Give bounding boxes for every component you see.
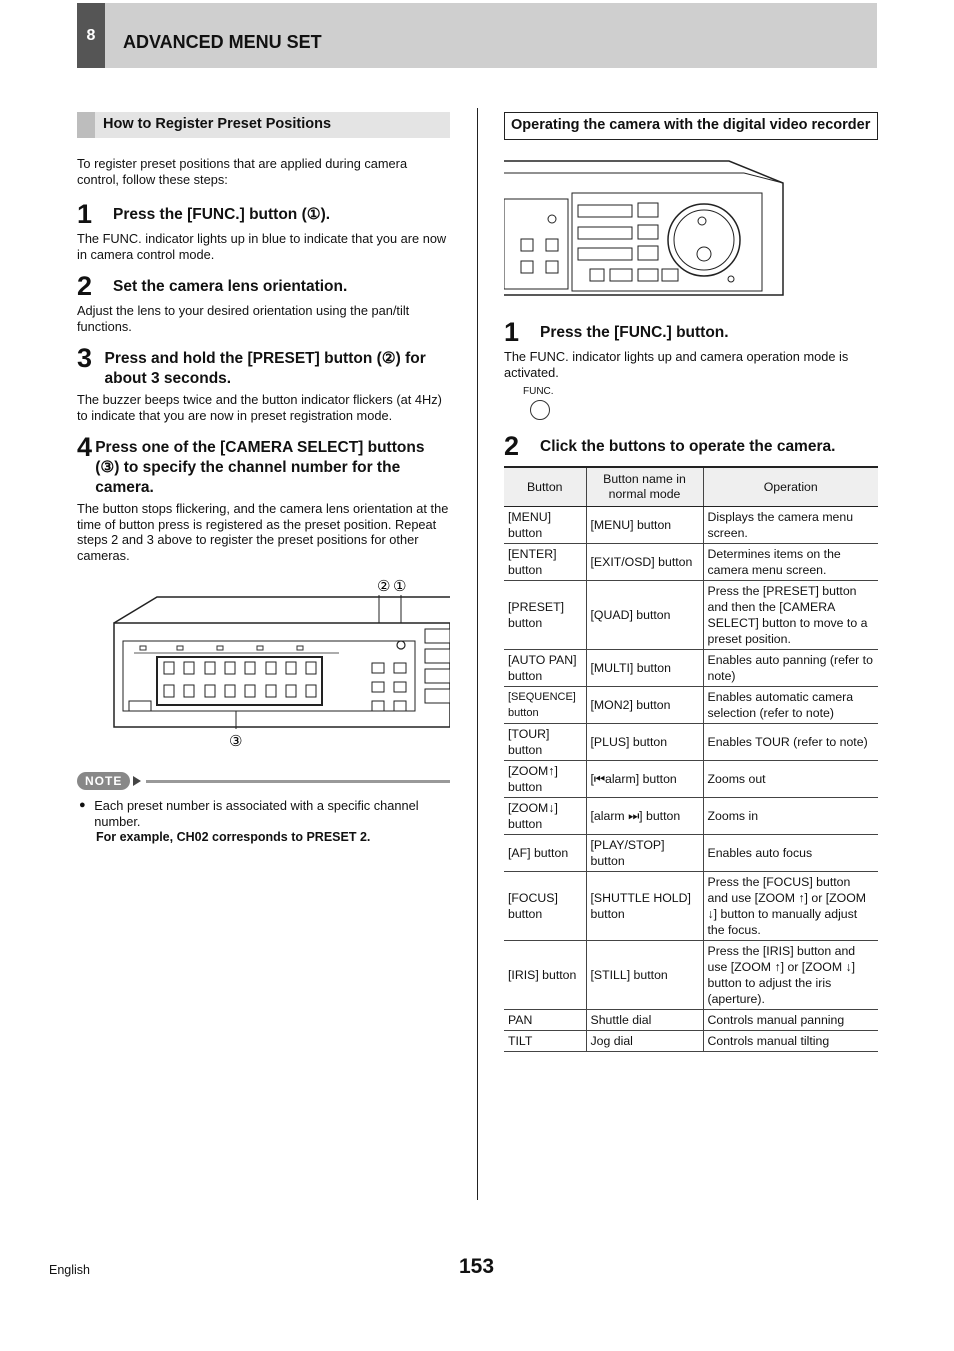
cell-normal-name: [QUAD] button [586,581,703,650]
cell-button: [ENTER] button [504,544,586,581]
cell-normal-name: Jog dial [586,1031,703,1052]
step-body: The FUNC. indicator lights up in blue to indicate that you are now in camera control mode. [77,231,447,262]
column-divider [477,108,478,1200]
cell-button: [MENU] button [504,507,586,544]
right-step-1 [504,318,878,346]
header-button: Button [504,467,586,507]
chapter-header [77,3,877,68]
table-row [504,687,878,724]
step-number: 2 [504,431,520,461]
cell-button: [PRESET] button [504,581,586,650]
cell-normal-name: [MENU] button [586,507,703,544]
cell-button: [AF] button [504,835,586,872]
cell-button: [FOCUS] button [504,872,586,941]
cell-operation: Enables auto panning (refer to note) [703,650,878,687]
note-example: For example, CH02 corresponds to PRESET 2. [96,830,371,844]
step-body: The buzzer beeps twice and the button indicator flickers (at 4Hz) to indicate that you are now in preset registration mode. [77,392,442,423]
step-title: Press and hold the [PRESET] button (②) for about 3 seconds. [104,350,426,387]
callout-1: ① [393,577,407,595]
bullet-icon: ● [79,799,86,811]
cell-button: [ZOOM↓] button [504,798,586,835]
cell-button: [AUTO PAN] button [504,650,586,687]
header-operation: Operation [703,467,878,507]
cell-operation: Displays the camera menu screen. [703,507,878,544]
table-row [504,724,878,761]
cell-normal-name: [alarm ⏭] button [586,798,703,835]
table-row [504,835,878,872]
step-1 [77,200,450,228]
cell-operation: Enables auto focus [703,835,878,872]
cell-normal-name: [PLUS] button [586,724,703,761]
step-body: The button stops flickering, and the camera lens orientation at the time of button press is registered as the preset position. Repeat steps 2 and 3 above to register the preset positions for other cameras. [77,501,449,563]
cell-operation: Press the [FOCUS] button and use [ZOOM ↑] or [ZOOM ↓] button to manually adjust the focus. [703,872,878,941]
step-2 [77,272,450,300]
cell-operation: Determines items on the camera menu screen. [703,544,878,581]
step-title: Set the camera lens orientation. [113,278,348,295]
step-3 [77,344,450,389]
table-row [504,650,878,687]
cell-operation: Controls manual tilting [703,1031,878,1052]
camera-operation-table [504,466,878,1052]
step-title: Press the [FUNC.] button (①). [113,206,331,223]
step-body: Adjust the lens to your desired orientation using the pan/tilt functions. [77,303,410,334]
table-row [504,872,878,941]
left-column [77,112,450,846]
cell-operation: Zooms in [703,798,878,835]
footer-language: English [49,1263,90,1277]
step-title: Press the [FUNC.] button. [540,324,729,341]
table-row [504,544,878,581]
right-step-2 [504,432,878,460]
table-row [504,941,878,1010]
func-indicator-label: FUNC. [523,386,554,397]
chapter-title: ADVANCED MENU SET [123,32,322,52]
table-row [504,761,878,798]
callout-3: ③ [229,732,243,750]
intro-text: To register preset positions that are applied during camera control, follow these steps: [77,156,408,187]
recorder-control-panel-figure [504,157,794,299]
cell-button: [SEQUENCE] button [504,687,586,724]
cell-normal-name: [PLAY/STOP] button [586,835,703,872]
table-row [504,581,878,650]
header-normal-name: Button name in normal mode [586,467,703,507]
table-row [504,507,878,544]
step-title: Click the buttons to operate the camera. [540,438,836,455]
note-item [77,798,450,829]
step-number: 4 [77,432,93,462]
chapter-number: 8 [77,3,105,68]
table-row [504,1031,878,1052]
step-title: Press one of the [CAMERA SELECT] buttons (③) to specify the channel number for the camera. [95,439,425,496]
cell-normal-name: [EXIT/OSD] button [586,544,703,581]
cell-button: TILT [504,1031,586,1052]
note-arrow-icon [133,776,141,786]
note-badge: NOTE [77,772,130,790]
step-number: 2 [77,271,93,301]
step-4 [77,433,450,498]
step-number: 3 [77,343,93,373]
cell-normal-name: [SHUTTLE HOLD] button [586,872,703,941]
cell-normal-name: Shuttle dial [586,1010,703,1031]
cell-normal-name: [MULTI] button [586,650,703,687]
callout-2: ② [377,577,391,595]
cell-button: [TOUR] button [504,724,586,761]
table-header-row [504,467,878,507]
cell-operation: Enables TOUR (refer to note) [703,724,878,761]
section-title-preset: How to Register Preset Positions [77,112,450,138]
cell-button: PAN [504,1010,586,1031]
recorder-front-panel-figure [77,569,450,759]
page-number: 153 [459,1255,495,1278]
cell-operation: Press the [IRIS] button and use [ZOOM ↑] or [ZOOM ↓] button to adjust the iris (aperture). [703,941,878,1010]
cell-normal-name: [⏮alarm] button [586,761,703,798]
func-indicator-icon [530,400,550,420]
cell-operation: Zooms out [703,761,878,798]
cell-normal-name: [MON2] button [586,687,703,724]
section-title-operating: Operating the camera with the digital video recorder [504,112,878,140]
cell-normal-name: [STILL] button [586,941,703,1010]
cell-operation: Press the [PRESET] button and then the [CAMERA SELECT] button to move to a preset position. [703,581,878,650]
cell-operation: Controls manual panning [703,1010,878,1031]
right-column [504,112,878,1052]
note-header [77,772,450,790]
table-row [504,798,878,835]
cell-operation: Enables automatic camera selection (refer to note) [703,687,878,724]
cell-button: [IRIS] button [504,941,586,1010]
table-row [504,1010,878,1031]
cell-button: [ZOOM↑] button [504,761,586,798]
note-rule [146,780,450,783]
note-text: Each preset number is associated with a specific channel number. [94,798,419,829]
step-number: 1 [77,199,93,229]
step-body: The FUNC. indicator lights up and camera operation mode is activated. [504,349,849,380]
step-number: 1 [504,317,520,347]
